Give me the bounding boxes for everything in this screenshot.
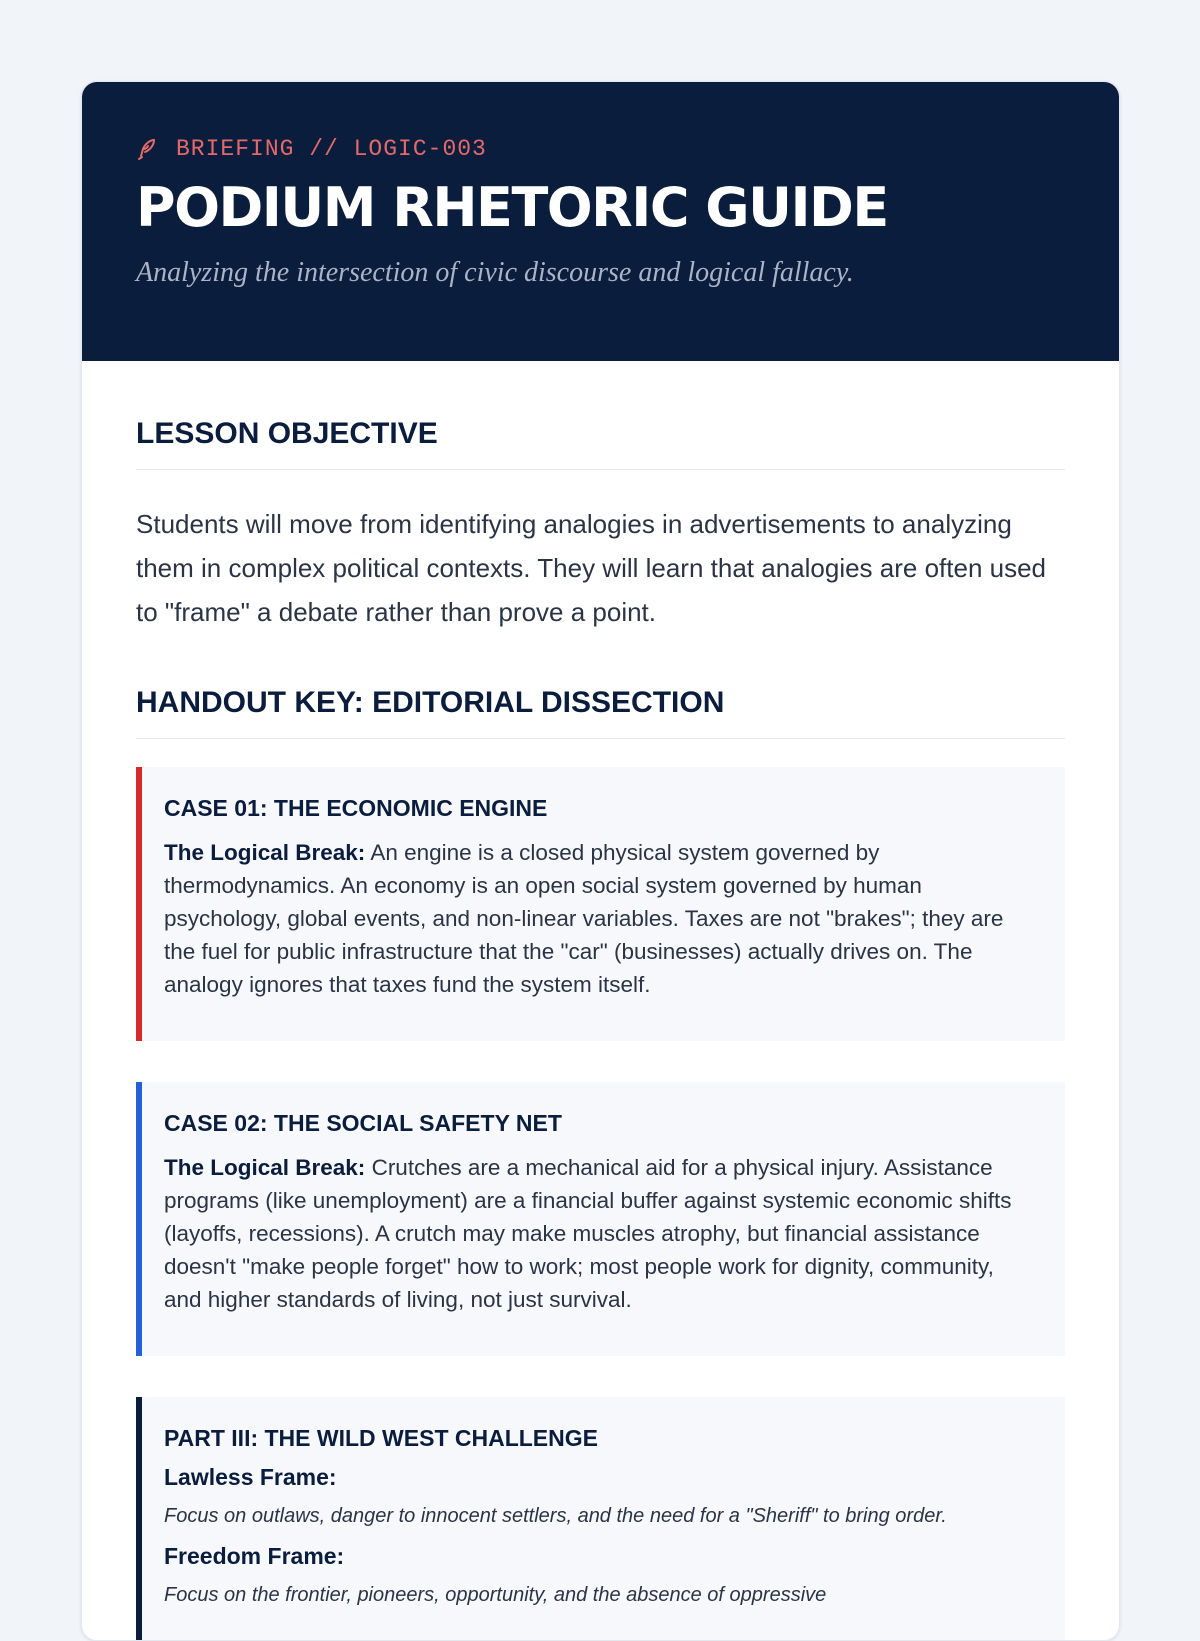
eyebrow — [136, 136, 1065, 162]
part3-title: PART III: THE WILD WEST CHALLENGE — [164, 1425, 598, 1451]
frame-label: Freedom Frame: — [164, 1543, 345, 1569]
logical-break-label: The Logical Break: — [164, 1155, 366, 1180]
briefing-body — [82, 361, 1119, 1641]
briefing-card — [81, 81, 1120, 1641]
frame-description: Focus on the frontier, pioneers, opportunity, and the absence of oppressive — [164, 1584, 827, 1606]
frame-description: Focus on outlaws, danger to innocent settlers, and the need for a "Sheriff" to bring order. — [164, 1505, 947, 1527]
quill-pen-icon — [136, 137, 158, 161]
page-title: PODIUM RHETORIC GUIDE — [136, 176, 888, 239]
case-card — [136, 1082, 1065, 1356]
frame-label: Lawless Frame: — [164, 1464, 337, 1490]
handout-heading: HANDOUT KEY: EDITORIAL DISSECTION — [136, 686, 1065, 739]
case-title: CASE 01: THE ECONOMIC ENGINE — [164, 795, 548, 821]
objective-text: Students will move from identifying analogies in advertisements to analyzing them in complex political contexts. They will learn that analogies are often used to "frame" a debate rather than prove a point. — [136, 509, 1047, 627]
eyebrow-text: BRIEFING // LOGIC-003 — [176, 136, 487, 162]
case-text — [164, 1151, 1037, 1316]
case-title: CASE 02: THE SOCIAL SAFETY NET — [164, 1110, 562, 1136]
objective-heading: LESSON OBJECTIVE — [136, 417, 1065, 470]
case-explanation: An engine is a closed physical system governed by thermodynamics. An economy is an open social system governed by human psychology, global events, and non-linear variables. Taxes are not "brakes"; they are the fuel for public infrastructure that the "car" (businesses) actually drives on. The analogy ignores that taxes fund the system itself. — [164, 840, 1004, 997]
briefing-header — [82, 82, 1119, 361]
case-explanation: Crutches are a mechanical aid for a physical injury. Assistance programs (like unemployment) are a financial buffer against systemic economic shifts (layoffs, recessions). A crutch may make muscles atrophy, but financial assistance doesn't "make people forget" how to work; most people work for dignity, community, and higher standards of living, not just survival. — [164, 1155, 1012, 1312]
logical-break-label: The Logical Break: — [164, 840, 366, 865]
case-text — [164, 836, 1037, 1001]
case-card — [136, 767, 1065, 1041]
part3-card — [136, 1397, 1065, 1641]
page-subtitle: Analyzing the intersection of civic discourse and logical fallacy. — [136, 256, 854, 288]
